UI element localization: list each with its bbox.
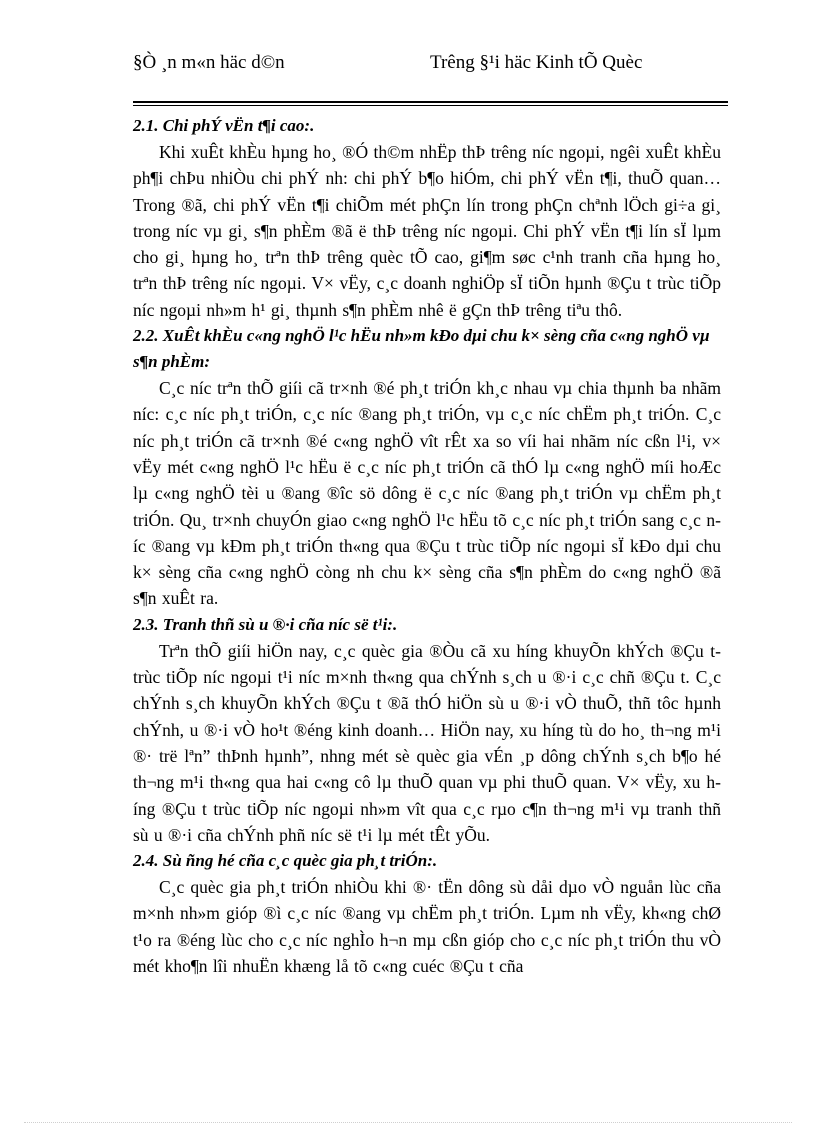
page-header — [133, 49, 728, 101]
section-heading-2-4: 2.4. Sù ñng hé cña c¸c quèc gia ph¸t triÓn:. — [133, 851, 438, 871]
header-right-title: Trêng §¹i häc Kinh tÕ Quèc — [430, 52, 643, 73]
section-paragraph-2-2: C¸c níc trªn thÕ giíi cã tr×nh ®é ph¸t triÓn kh¸c nhau vµ chia thµnh ba nhãm níc: c¸c níc ph¸t triÓn, c¸c níc ®ang ph¸t triÓn, vµ c¸c níc chËm ph¸t triÓn. C¸c níc ph¸t triÓn cã tr×nh ®é c«ng nghÖ vît rÊt xa so víi hai nhãm níc cßn l¹i, v× vËy mét c«ng nghÖ l¹c hËu ë c¸c níc ph¸t triÓn cã thÓ lµ c«ng nghÖ míi hoÆc lµ c«ng nghÖ tèi u ®ang ®îc sö dông ë c¸c níc ®ang ph¸t triÓn vµ chËm ph¸t triÓn. Qu¸ tr×nh chuyÓn giao c«ng nghÖ l¹c hËu tõ c¸c níc ph¸t triÓn sang c¸c níc ®ang vµ kÐm ph¸t triÓn th«ng qua ®Çu t trùc tiÕp níc ngoµi sÏ kÐo dµi chu k× sèng cña c«ng nghÖ còng nh chu k× sèng cña s¶n phÈm do c«ng nghÖ ®ã s¶n xuÊt ra. — [133, 378, 721, 609]
header-left-title: §Ò ¸n m«n häc d©n — [133, 52, 285, 73]
section-heading-2-1: 2.1. Chi phÝ vËn t¶i cao:. — [133, 116, 315, 135]
header-rule-thin — [133, 105, 728, 106]
section-paragraph-2-4: C¸c quèc gia ph¸t triÓn nhiÒu khi ®· tËn dông sù dåi dµo vÒ nguån lùc cña m×nh nh»m gióp ®ì c¸c níc ®ang vµ chËm ph¸t triÓn. Lµm nh vËy, kh«ng chØ t¹o ra ®éng lùc cho c¸c níc nghÌo h¬n mµ cßn gióp cho c¸c níc ph¸t triÓn thu vÒ mét kho¶n lîi nhuËn khæng lå tõ c«ng cuéc ®Çu t cña — [133, 877, 721, 977]
section-heading-2-2: 2.2. XuÊt khÈu c«ng nghÖ l¹c hËu nh»m kÐo dµi chu k× sèng cña c«ng nghÖ vµ s¶n phÈm: — [133, 326, 710, 372]
document-body — [133, 113, 721, 979]
section-heading-2-3: 2.3. Tranh thñ sù u ®·i cña níc së t¹i:. — [133, 614, 398, 634]
section-paragraph-2-3: Trªn thÕ giíi hiÖn nay, c¸c quèc gia ®Òu cã xu híng khuyÕn khÝch ®Çu t trùc tiÕp níc ngoµi t¹i níc m×nh th«ng qua chÝnh s¸ch u ®·i c¸c chñ ®Çu t. C¸c chÝnh s¸ch khuyÕn khÝch ®Çu t ®ã thÓ hiÖn sù u ®·i vÒ thuÕ, thñ tôc hµnh chÝnh, u ®·i vÒ ho¹t ®éng kinh doanh… HiÖn nay, xu híng tù do ho¸ th¬ng m¹i ®· trë lªn” thÞnh hµnh”, nhng mét sè quèc gia vÉn ¸p dông chÝnh s¸ch b¶o hé th¬ng m¹i th«ng qua hai c«ng cô lµ thuÕ quan vµ phi thuÕ quan. V× vËy, xu híng ®Çu t trùc tiÕp níc ngoµi nh»m vît qua c¸c rµo c¶n th¬ng m¹i vµ tranh thñ sù u ®·i cña chÝnh phñ níc së t¹i lµ mét tÊt yÕu. — [133, 640, 721, 845]
section-paragraph-2-1: Khi xuÊt khÈu hµng ho¸ ®Ó th©m nhËp thÞ trêng níc ngoµi, ngêi xuÊt khÈu ph¶i chÞu nhiÒu chi phÝ nh: chi phÝ b¶o hiÓm, chi phÝ vËn t¶i, thuÕ quan… Trong ®ã, chi phÝ vËn t¶i chiÕm mét phÇn lín trong phÇn chªnh lÖch gi÷a gi¸ trong níc vµ gi¸ s¶n phÈm ®ã ë thÞ trêng níc ngoµi. Chi phÝ vËn t¶i lín sÏ lµm cho gi¸ hµng ho¸ trªn thÞ trêng quèc tÕ cao, gi¶m søc c¹nh tranh cña hµng ho¸ trªn thÞ trêng níc ngoµi. V× vËy, c¸c doanh nghiÖp sÏ tiÕn hµnh ®Çu t trùc tiÕp níc ngoµi nh»m h¹ gi¸ thµnh s¶n phÈm nhê ë gÇn thÞ trêng tiªu thô. — [133, 142, 721, 320]
header-rule-thick — [133, 101, 728, 103]
